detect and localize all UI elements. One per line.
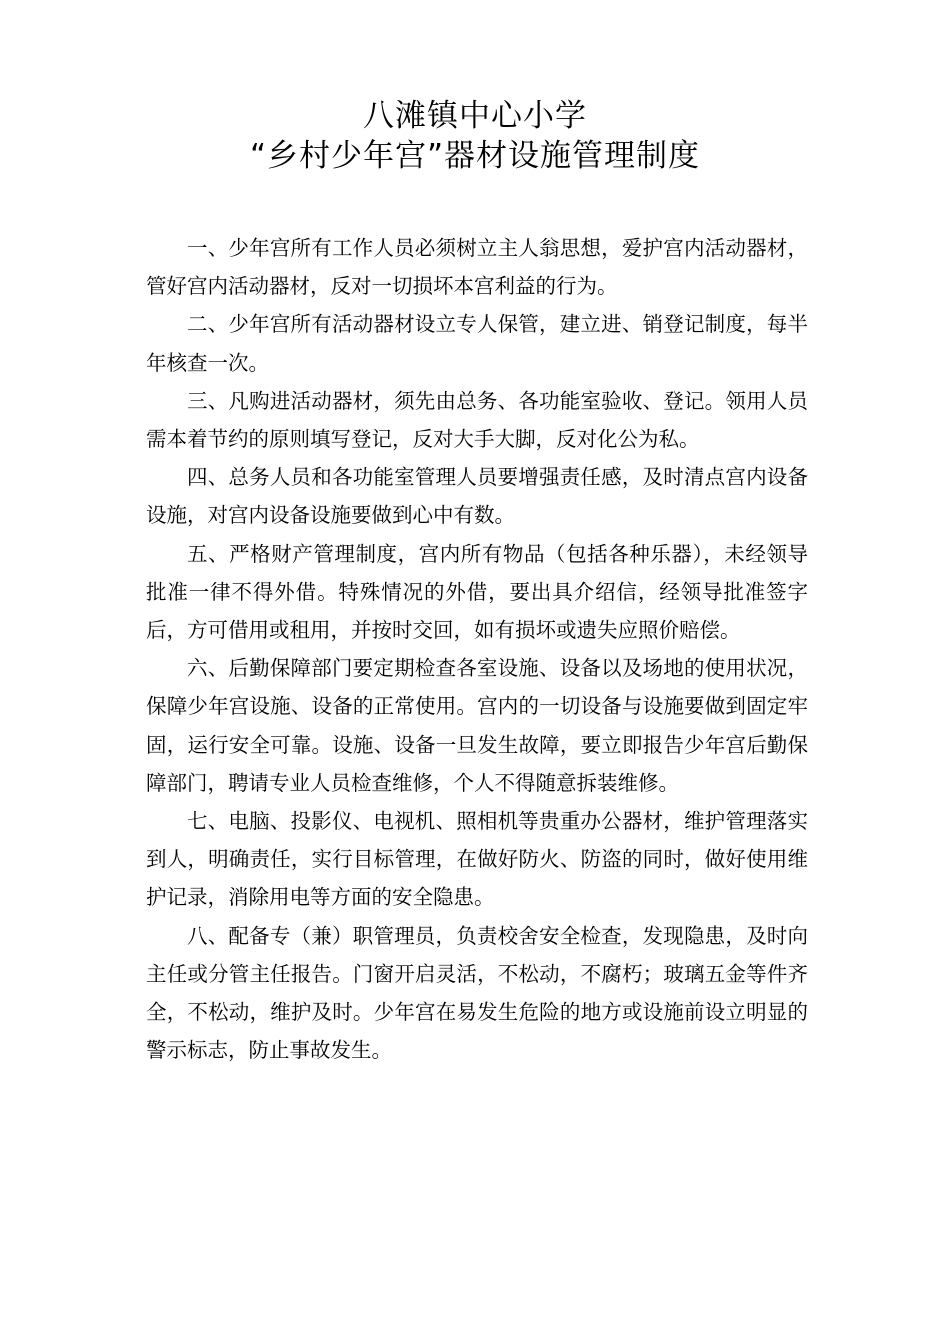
paragraph-3: 三、凡购进活动器材，须先由总务、各功能室验收、登记。领用人员需本着节约的原则填写登记，反对大手大脚，反对化公为私。 bbox=[146, 388, 808, 452]
paragraph-1: 一、少年宫所有工作人员必须树立主人翁思想，爱护宫内活动器材，管好宫内活动器材，反对一切损坏本宫利益的行为。 bbox=[146, 236, 808, 299]
paragraph-6: 六、后勤保障部门要定期检查各室设施、设备以及场地的使用状况，保障少年宫设施、设备的正常使用。宫内的一切设备与设施要做到固定牢固，运行安全可靠。设施、设备一旦发生故障，要立即报告少年宫后勤保障部门，聘请专业人员检查维修，个人不得随意拆装维修。 bbox=[146, 656, 808, 795]
paragraph-5: 五、严格财产管理制度，宫内所有物品（包括各种乐器），未经领导批准一律不得外借。特殊情况的外借，要出具介绍信，经领导批准签字后，方可借用或租用，并按时交回，如有损坏或遗失应照价赔偿。 bbox=[146, 541, 808, 643]
paragraph-8: 八、配备专（兼）职管理员，负责校舍安全检查，发现隐患，及时向主任或分管主任报告。门窗开启灵活，不松动，不腐朽；玻璃五金等件齐全，不松动，维护及时。少年宫在易发生危险的地方或设施前设立明显的警示标志，防止事故发生。 bbox=[146, 923, 808, 1063]
paragraph-4: 四、总务人员和各功能室管理人员要增强责任感，及时清点宫内设备设施，对宫内设备设施要做到心中有数。 bbox=[146, 465, 808, 528]
paragraph-2: 二、少年宫所有活动器材设立专人保管，建立进、销登记制度，每半年核查一次。 bbox=[146, 312, 808, 375]
paragraph-7: 七、电脑、投影仪、电视机、照相机等贵重办公器材，维护管理落实到人，明确责任，实行目标管理，在做好防火、防盗的同时，做好使用维护记录，消除用电等方面的安全隐患。 bbox=[146, 809, 808, 910]
document-body bbox=[146, 229, 808, 1069]
document-title bbox=[0, 96, 950, 176]
title-regulation-name: “乡村少年宫”器材设施管理制度 bbox=[249, 138, 701, 174]
title-school-name: 八滩镇中心小学 bbox=[363, 98, 587, 134]
